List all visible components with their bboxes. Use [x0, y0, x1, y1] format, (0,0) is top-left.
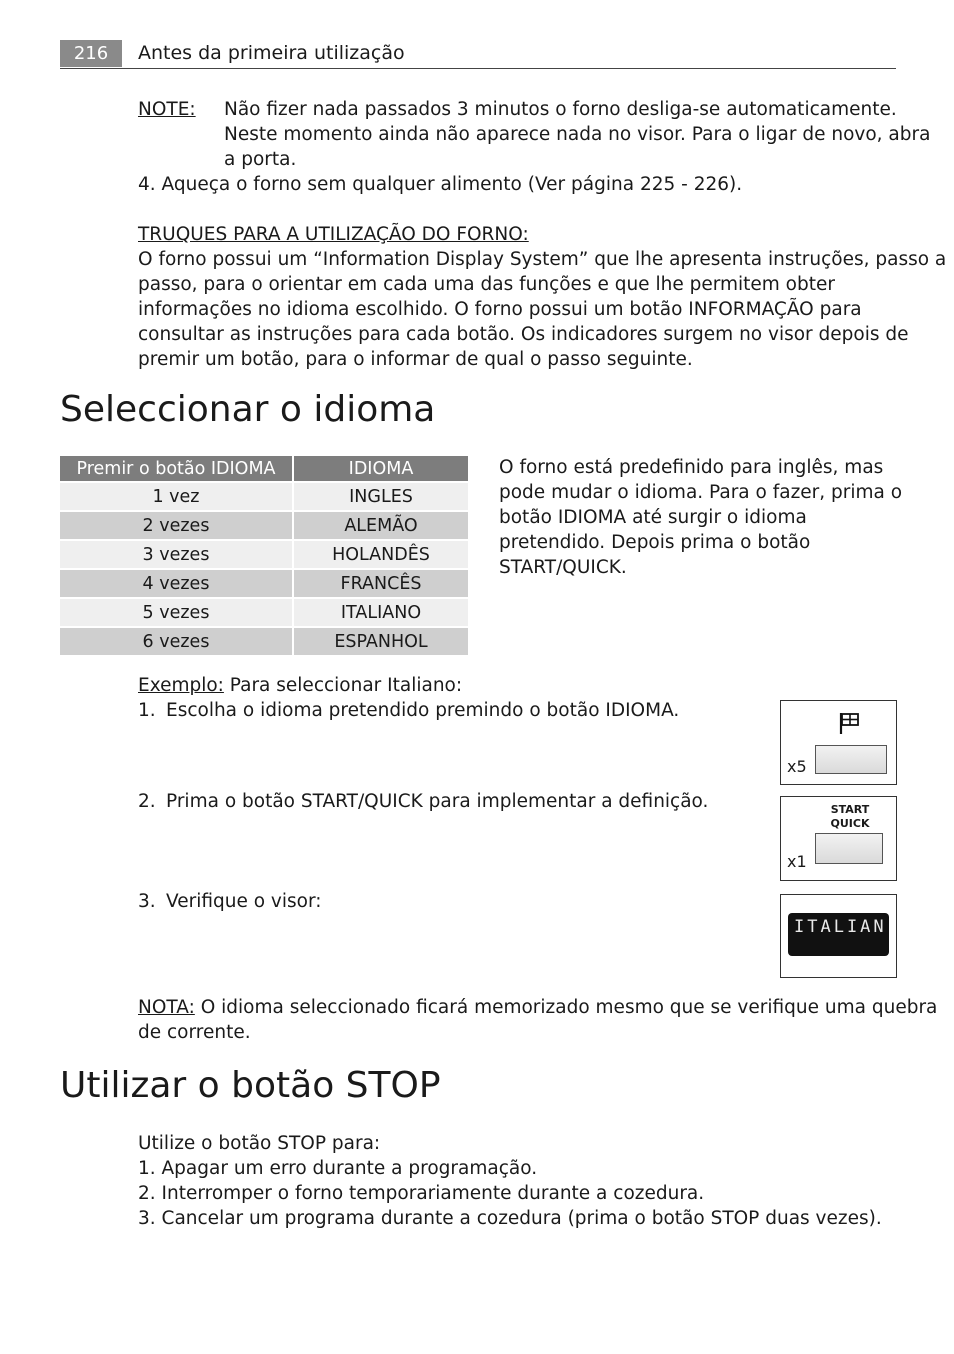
tips-line-4: consultar as instruções para cada botão. Os indicadores surgem no visor depois de — [138, 324, 909, 345]
table-cell-presses: 1 vez — [60, 483, 292, 510]
table-row — [60, 483, 468, 510]
start-label: START — [830, 803, 870, 816]
quick-label: QUICK — [830, 817, 870, 830]
step-3-number: 3. — [138, 891, 156, 912]
list-item: 2. Interromper o forno temporariamente durante a cozedura. — [138, 1183, 705, 1204]
table-cell-presses: 4 vezes — [60, 570, 292, 597]
table-cell-language: ALEMÃO — [294, 512, 468, 539]
header-divider — [60, 68, 896, 69]
flag-icon — [838, 711, 862, 735]
table-row — [60, 512, 468, 539]
step-4: 4. Aqueça o forno sem qualquer alimento (Ver página 225 - 226). — [138, 174, 743, 195]
example-text: Para seleccionar Italiano: — [223, 675, 463, 696]
step-1-number: 1. — [138, 700, 156, 721]
tips-line-2: passo, para o orientar em cada uma das funções e que lhe permitem obter — [138, 274, 835, 295]
table-cell-language: ESPANHOL — [294, 628, 468, 655]
section-header-title: Antes da primeira utilização — [138, 42, 405, 64]
step-3-text: Verifique o visor: — [166, 891, 322, 912]
step-2-number: 2. — [138, 791, 156, 812]
section-title-stop-button: Utilizar o botão STOP — [60, 1065, 441, 1106]
nota-line — [138, 995, 937, 1020]
start-press-count: x1 — [787, 852, 807, 871]
display-panel — [780, 894, 897, 978]
tips-line-3: informações no idioma escolhido. O forno possui um botão INFORMAÇÃO para — [138, 299, 862, 320]
description-line-4: pretendido. Depois prima o botão — [499, 532, 811, 553]
stop-intro: Utilize o botão STOP para: — [138, 1133, 381, 1154]
example-label: Exemplo: — [138, 675, 224, 696]
table-cell-presses: 5 vezes — [60, 599, 292, 626]
step-2-text: Prima o botão START/QUICK para implementar a definição. — [166, 791, 709, 812]
table-cell-presses: 6 vezes — [60, 628, 292, 655]
description-line-1: O forno está predefinido para inglês, mas — [499, 457, 884, 478]
nota-label: NOTA: — [138, 997, 195, 1018]
table-row — [60, 541, 468, 568]
table-cell-language: FRANCÊS — [294, 570, 468, 597]
oven-display — [788, 913, 889, 956]
language-press-count: x5 — [787, 757, 807, 776]
table-header-press: Premir o botão IDIOMA — [60, 456, 292, 481]
language-button[interactable] — [815, 745, 887, 774]
nota-text: O idioma seleccionado ficará memorizado mesmo que se verifique uma quebra — [194, 997, 938, 1018]
step-1-text: Escolha o idioma pretendido premindo o botão IDIOMA. — [166, 700, 680, 721]
nota-line-2: de corrente. — [138, 1022, 251, 1043]
table-row — [60, 628, 468, 655]
description-line-5: START/QUICK. — [499, 557, 627, 578]
note-line-2: Neste momento ainda não aparece nada no visor. Para o ligar de novo, abra — [224, 124, 931, 145]
display-text: ITALIAN — [794, 917, 887, 937]
tips-line-5: premir um botão, para o informar de qual o passo seguinte. — [138, 349, 693, 370]
table-row — [60, 570, 468, 597]
page-number: 216 — [60, 40, 122, 67]
table-row — [60, 599, 468, 626]
list-item: 1. Apagar um erro durante a programação. — [138, 1158, 538, 1179]
start-quick-button-panel — [780, 796, 897, 881]
start-quick-button[interactable] — [815, 833, 883, 864]
table-header-row — [60, 456, 468, 481]
note-line-1: Não fizer nada passados 3 minutos o forno desliga-se automaticamente. — [224, 99, 897, 120]
tips-heading: TRUQUES PARA A UTILIZAÇÃO DO FORNO: — [138, 224, 529, 245]
table-header-language: IDIOMA — [294, 456, 468, 481]
list-item: 3. Cancelar um programa durante a cozedura (prima o botão STOP duas vezes). — [138, 1208, 882, 1229]
description-line-3: botão IDIOMA até surgir o idioma — [499, 507, 807, 528]
table-cell-presses: 3 vezes — [60, 541, 292, 568]
example-line — [138, 673, 462, 698]
language-button-panel — [780, 700, 897, 785]
note-label: NOTE: — [138, 99, 196, 120]
table-cell-language: ITALIANO — [294, 599, 468, 626]
table-cell-language: HOLANDÊS — [294, 541, 468, 568]
tips-line-1: O forno possui um “Information Display System” que lhe apresenta instruções, passo a — [138, 249, 947, 270]
description-line-2: pode mudar o idioma. Para o fazer, prima o — [499, 482, 903, 503]
table-cell-language: INGLES — [294, 483, 468, 510]
language-table — [58, 454, 470, 657]
note-line-3: a porta. — [224, 149, 297, 170]
table-cell-presses: 2 vezes — [60, 512, 292, 539]
section-title-select-language: Seleccionar o idioma — [60, 389, 436, 430]
